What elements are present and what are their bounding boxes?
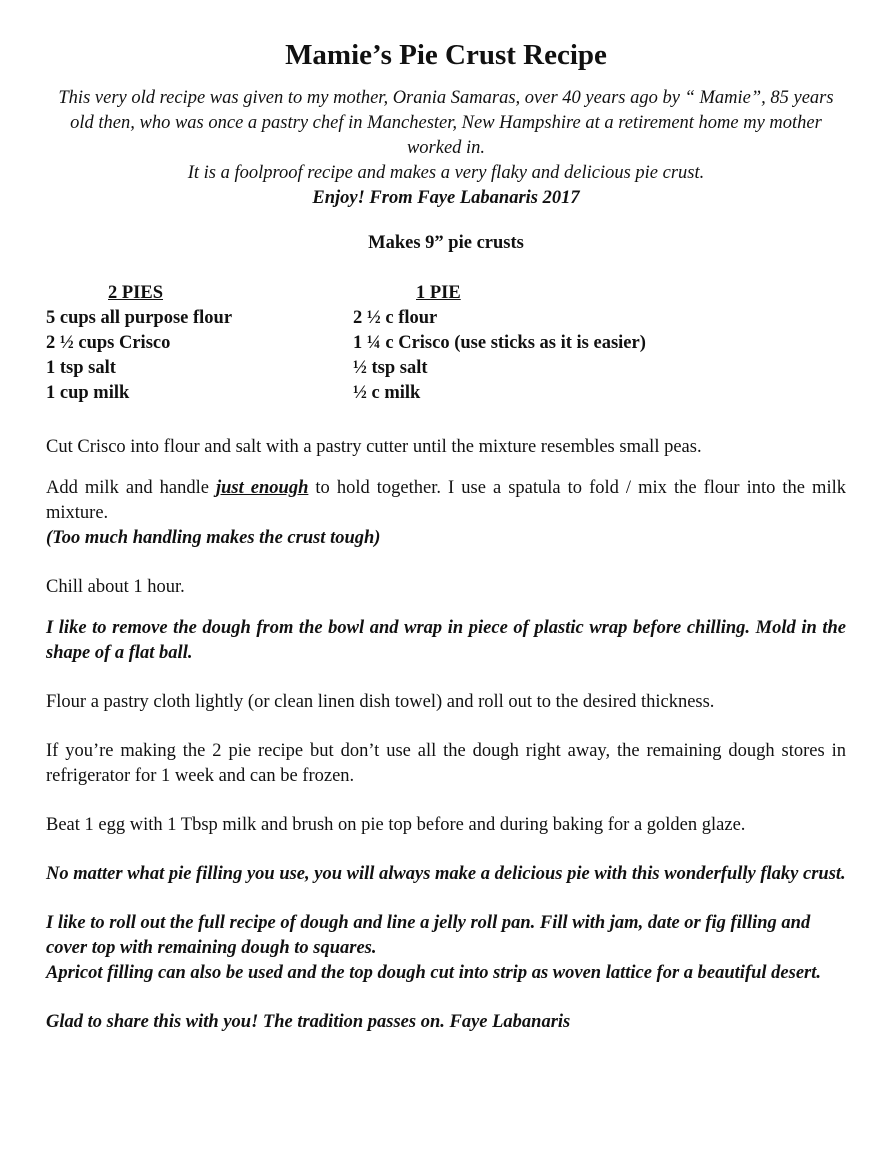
ingredient-item: 2 ½ cups Crisco <box>46 333 171 353</box>
handling-note: (Too much handling makes the crust tough) <box>46 528 381 548</box>
step-add-milk-pre: Add milk and handle <box>46 478 216 498</box>
recipe-title: Mamie’s Pie Crust Recipe <box>285 39 607 71</box>
column-heading-one-pie: 1 PIE <box>416 283 461 303</box>
ingredient-item: 2 ½ c flour <box>353 308 438 328</box>
step-egg-glaze: Beat 1 egg with 1 Tbsp milk and brush on pie top before and during baking for a golden glaze. <box>46 815 746 835</box>
step-store-dough: If you’re making the 2 pie recipe but don’t use all the dough right away, the remaining dough stores in refrigerator for 1 week and can be frozen. <box>46 741 846 786</box>
tip-apricot: Apricot filling can also be used and the top dough cut into strip as woven lattice for a beautiful desert. <box>46 963 821 983</box>
step-add-milk <box>46 476 846 526</box>
intro-description: It is a foolproof recipe and makes a very flaky and delicious pie crust. <box>187 163 705 183</box>
ingredient-item: 5 cups all purpose flour <box>46 308 233 328</box>
recipe-document <box>46 30 846 1035</box>
tip-jelly-roll: I like to roll out the full recipe of dough and line a jelly roll pan. Fill with jam, date or fig filling and cover top with remaining dough to squares. <box>46 913 811 958</box>
step-chill: Chill about 1 hour. <box>46 577 185 597</box>
step-add-milk-emphasis: just enough <box>215 478 309 498</box>
intro-signoff: Enjoy! From Faye Labanaris 2017 <box>312 188 580 208</box>
step-add-milk-post: to hold together. I use a spatula to fold / mix the flour into the milk mixture. <box>46 478 846 523</box>
ingredients-one-pie <box>353 281 646 406</box>
ingredient-item: 1 ¼ c Crisco (use sticks as it is easier) <box>353 333 646 353</box>
ingredients-table <box>46 281 846 411</box>
yield-line: Makes 9” pie crusts <box>368 233 524 253</box>
intro-block <box>46 86 846 211</box>
ingredients-two-pies <box>46 281 232 406</box>
ingredient-item: 1 cup milk <box>46 383 130 403</box>
closing-signoff: Glad to share this with you! The tradition passes on. Faye Labanaris <box>46 1012 571 1032</box>
step-flour-cloth: Flour a pastry cloth lightly (or clean linen dish towel) and roll out to the desired thickness. <box>46 692 715 712</box>
ingredient-item: 1 tsp salt <box>46 358 116 378</box>
ingredient-item: ½ c milk <box>353 383 421 403</box>
intro-history: This very old recipe was given to my mother, Orania Samaras, over 40 years ago by “ Mamie”, 85 years old then, who was once a pastry chef in Manchester, New Hampshire at a retirement home my mother worked in. <box>58 88 834 158</box>
note-no-matter: No matter what pie filling you use, you will always make a delicious pie with this wonderfully flaky crust. <box>46 864 846 884</box>
ingredient-item: ½ tsp salt <box>353 358 428 378</box>
step-cut-crisco: Cut Crisco into flour and salt with a pastry cutter until the mixture resembles small peas. <box>46 437 702 457</box>
tip-remove-dough: I like to remove the dough from the bowl and wrap in piece of plastic wrap before chilling. Mold in the shape of a flat ball. <box>46 618 846 663</box>
column-heading-two-pies: 2 PIES <box>108 283 164 303</box>
